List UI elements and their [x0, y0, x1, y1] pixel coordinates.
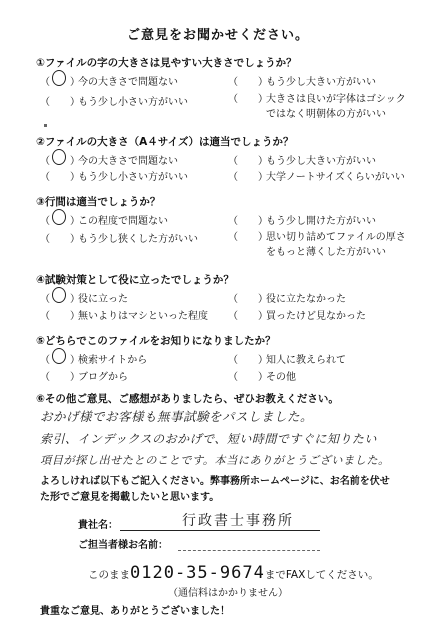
q5-option-1[interactable]: （ ） 検索サイトから	[40, 351, 147, 366]
q4-option-1[interactable]: （ ） 役に立った	[40, 290, 128, 305]
q1-option-4[interactable]: （ ）大きさは良いが字体はゴシック	[228, 94, 406, 105]
closing-text-2: た形でご意見を掲載したいと思います。	[40, 492, 220, 503]
q1-option-4-cont: ではなく明朝体の方がいい	[266, 109, 386, 120]
q5-option-3[interactable]: （ ）ブログから	[40, 372, 128, 383]
q3-option-2[interactable]: （ ）もう少し開けた方がいい	[228, 216, 376, 227]
q4-option-3[interactable]: （ ）無いよりはマシといった程度	[40, 311, 208, 322]
handwritten-comment-line-3: 項目が探し出せたとのことです。本当にありがとうございました。	[40, 454, 390, 467]
q3-option-3[interactable]: （ ）もう少し狭くした方がいい	[40, 234, 198, 245]
selected-circle-icon	[52, 149, 66, 165]
fax-note: （通信料はかかりません）	[168, 588, 288, 599]
selected-circle-icon	[52, 287, 66, 303]
q1-option-1[interactable]: （ ） 今の大きさで問題ない	[40, 73, 178, 88]
q3-question: ③行間は適当でしょうか？	[36, 196, 161, 208]
q3-option-4[interactable]: （ ）思い切り詰めてファイルの厚さ	[228, 232, 406, 243]
fax-line: このまま0120-35-9674までFAXしてください。	[88, 563, 379, 583]
q3-option-4-cont: をもっと薄くした方がいい	[266, 247, 386, 258]
company-value[interactable]: 行政書士事務所	[182, 513, 294, 529]
margin-mark	[44, 124, 47, 127]
q1-option-2[interactable]: （ ）もう少し大きい方がいい	[228, 77, 376, 88]
q4-option-2[interactable]: （ ）役に立たなかった	[228, 294, 346, 305]
q1-option-1-check[interactable]: （ ）	[40, 73, 78, 88]
q5-option-4[interactable]: （ ）その他	[228, 372, 296, 383]
selected-circle-icon	[52, 70, 66, 86]
selected-circle-icon	[52, 209, 66, 225]
handwritten-comment-line-1: おかげ様でお客様も無事試験をパスしました。	[40, 409, 314, 424]
q2-question: ②ファイルの大きさ（A４サイズ）は適当でしょうか？	[36, 136, 294, 148]
contact-field[interactable]	[178, 550, 320, 551]
q2-option-1[interactable]: （ ） 今の大きさで問題ない	[40, 152, 178, 167]
q6-question: ⑥その他ご意見、ご感想がありましたら、ぜひお教えください。	[36, 393, 339, 405]
closing-text-1: よろしければ以下もご記入ください。弊事務所ホームページに、お名前を伏せ	[40, 476, 390, 487]
fax-number: 0120-35-9674	[130, 563, 265, 583]
page-title: ご意見をお聞かせください。	[126, 28, 309, 43]
q1-question: ①ファイルの字の大きさは見やすい大きさでしょうか？	[36, 57, 297, 69]
q2-option-4[interactable]: （ ）大学ノートサイズくらいがいい	[228, 172, 405, 183]
selected-circle-icon	[52, 348, 66, 364]
q5-option-2[interactable]: （ ）知人に教えられて	[228, 355, 346, 366]
q5-question: ⑤どちらでこのファイルをお知りになりましたか？	[36, 335, 276, 347]
q4-question: ④試験対策として役に立ったでしょうか？	[36, 274, 234, 286]
company-label: 貴社名：	[78, 520, 118, 531]
q1-option-3[interactable]: （ ）もう少し小さい方がいい	[40, 97, 188, 108]
company-field-underline	[120, 530, 320, 531]
footer-thanks: 貴重なご意見、ありがとうございました！	[40, 606, 230, 617]
q2-option-3[interactable]: （ ）もう少し小さい方がいい	[40, 172, 188, 183]
q2-option-2[interactable]: （ ）もう少し大きい方がいい	[228, 156, 376, 167]
contact-label: ご担当者様お名前：	[78, 540, 168, 551]
q4-option-4[interactable]: （ ）買ったけど見なかった	[228, 311, 366, 322]
handwritten-comment-line-2: 索引、インデックスのおかげで、短い時間ですぐに知りたい	[40, 432, 377, 446]
q3-option-1[interactable]: （ ） この程度で問題ない	[40, 212, 168, 227]
